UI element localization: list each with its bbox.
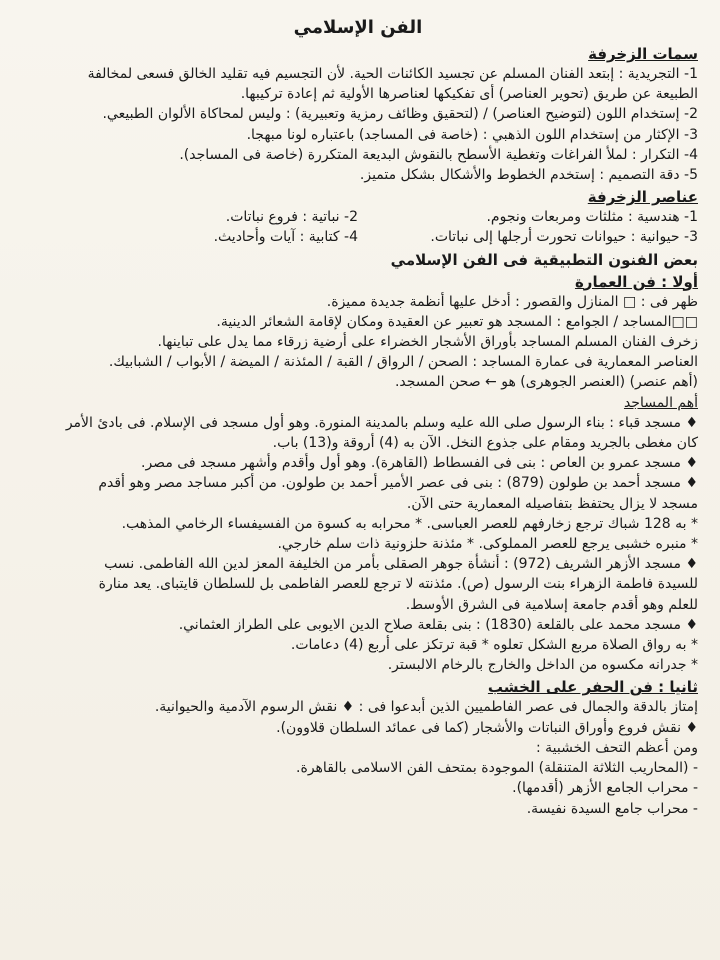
architecture-line: العناصر المعمارية فى عمارة المساجد : الصحن / الرواق / القبة / المئذنة / الميضة / الأبواب / الشبابيك. [108,354,698,371]
mosque-line: للسيدة فاطمة الزهراء بنت الرسول (ص). مئذنته لا ترجع للعصر الفاطمى بل للسلطان قايتباى. يعد منارة [98,576,698,593]
mosque-line: * منبره خشبى يرجع للعصر المملوكى. * مئذنة حلزونية ذات سلم خارجي. [277,536,698,553]
wood-line: إمتاز بالدقة والجمال فى عصر الفاطميين الذين أبدعوا فى : ♦ نقش الرسوم الآدمية والحيوانية. [154,699,698,716]
mosque-line: ♦ مسجد أحمد بن طولون (879) : بنى فى عصر الأمير أحمد بن طولون. من أكبر مساجد مصر وهو أقدم [98,475,698,492]
applied-arts-heading: بعض الفنون التطبيقية فى الفن الإسلامي [390,250,698,269]
element-item: 3- حيوانية : حيوانات تحورت أرجلها إلى نباتات. [430,229,698,246]
features-heading: سمات الزخرفة [588,45,698,63]
features-line: الطبيعة عن طريق (تحوير العناصر) أى تفكيكها لعناصرها الأولية ثم إعادة تركيبها. [240,86,698,103]
mosque-line: ♦ مسجد قباء : بناء الرسول صلى الله عليه وسلم بالمدينة المنورة. وهو أول مسجد فى الإسلام. فى بادئ الأمر [65,414,698,431]
features-line: 2- إستخدام اللون (لتوضيح العناصر) / (لتحقيق وظائف رمزية وتعبيرية) : وليس لمحاكاة الألوان الطبيعي. [102,106,698,123]
mosque-line: ♦ مسجد محمد على بالقلعة (1830) : بنى بقلعة صلاح الدين الايوبى على الطراز العثماني. [178,616,698,633]
architecture-line: ظهر فى : □ المنازل والقصور : أدخل عليها أنظمة جديدة مميزة. [326,293,698,310]
element-item: 4- كتابية : آيات وأحاديث. [213,229,358,246]
wood-line: ومن أعظم التحف الخشبية : [535,739,698,756]
wood-carving-heading: ثانيا : فن الحفر على الخشب [487,678,698,697]
mosque-line: * به 128 شباك ترجع زخارفهم للعصر العباسى. * محرابه به كسوة من الفسيفساء الرخامي المذهب. [121,515,698,532]
mosque-line: مسجد لا يزال يحتفظ بتفاصيله المعمارية حتى الآن. [406,495,698,512]
features-line: 5- دقة التصميم : إستخدم الخطوط والأشكال بشكل متميز. [359,167,698,184]
elements-row [18,207,698,227]
architecture-heading: أولا : فن العمارة [574,272,698,291]
architecture-line: □□المساجد / الجوامع : المسجد هو تعبير عن العقيدة ومكان لإقامة الشعائر الدينية. [216,313,698,330]
mosque-line: * جدرانه مكسوه من الداخل والخارج بالرخام الالبستر. [387,657,698,674]
architecture-line: زخرف الفنان المسلم المساجد بأوراق الأشجار الخضراء على أرضية زرقاء مما يدل على تباينها. [157,334,698,351]
architecture-line: (أهم عنصر) (العنصر الجوهرى) هو ← صحن المسجد. [394,374,698,391]
mosque-line: للعلم وهو أقدم جامعة إسلامية فى الشرق الأوسط. [405,596,698,613]
mosque-line: ♦ مسجد الأزهر الشريف (972) : أنشأة جوهر الصقلى بأمر من الخليفة المعز لدين الله الفاطمى. نسب [104,556,698,573]
mosque-line: * به رواق الصلاة مربع الشكل تعلوه * قبة ترتكز على أربع (4) دعامات. [290,637,698,654]
features-line: 3- الإكثار من إستخدام اللون الذهبي : (خاصة فى المساجد) باعتباره لونا مبهجا. [246,126,698,143]
element-item: 1- هندسية : مثلثات ومربعات ونجوم. [486,209,698,226]
elements-heading: عناصر الزخرفة [587,188,698,207]
page-title: الفن الإسلامي [293,17,423,38]
element-item: 2- نباتية : فروع نباتات. [225,209,358,226]
wood-line: - (المحاريب الثلاثة المتنقلة) الموجودة بمتحف الفن الاسلامى بالقاهرة. [296,760,698,777]
elements-row [18,227,698,247]
wood-line: - محراب جامع السيدة نفيسة. [526,800,698,817]
mosque-line: كان مغطى بالجريد ومقام على جذوع النخل. الآن به (4) أروقة و(13) باب. [272,435,698,452]
wood-line: - محراب الجامع الأزهر (أقدمها). [512,780,698,797]
mosques-heading: أهم المساجد [623,394,698,411]
mosque-line: ♦ مسجد عمرو بن العاص : بنى فى الفسطاط (القاهرة). وهو أول وأقدم وأشهر مسجد فى مصر. [141,455,698,472]
features-line: 4- التكرار : لملأ الفراغات وتغطية الأسطح بالنقوش البديعة المتكررة (خاصة فى المساجد). [179,146,698,163]
wood-line: ♦ نقش فروع وأوراق النباتات والأشجار (كما فى عمائد السلطان قلاوون). [276,719,698,736]
features-line: 1- التجريدية : إبتعد الفنان المسلم عن تجسيد الكائنات الحية. لأن التجسيم فيه تقليد الخالق فسعى لمخالفة [87,66,698,82]
